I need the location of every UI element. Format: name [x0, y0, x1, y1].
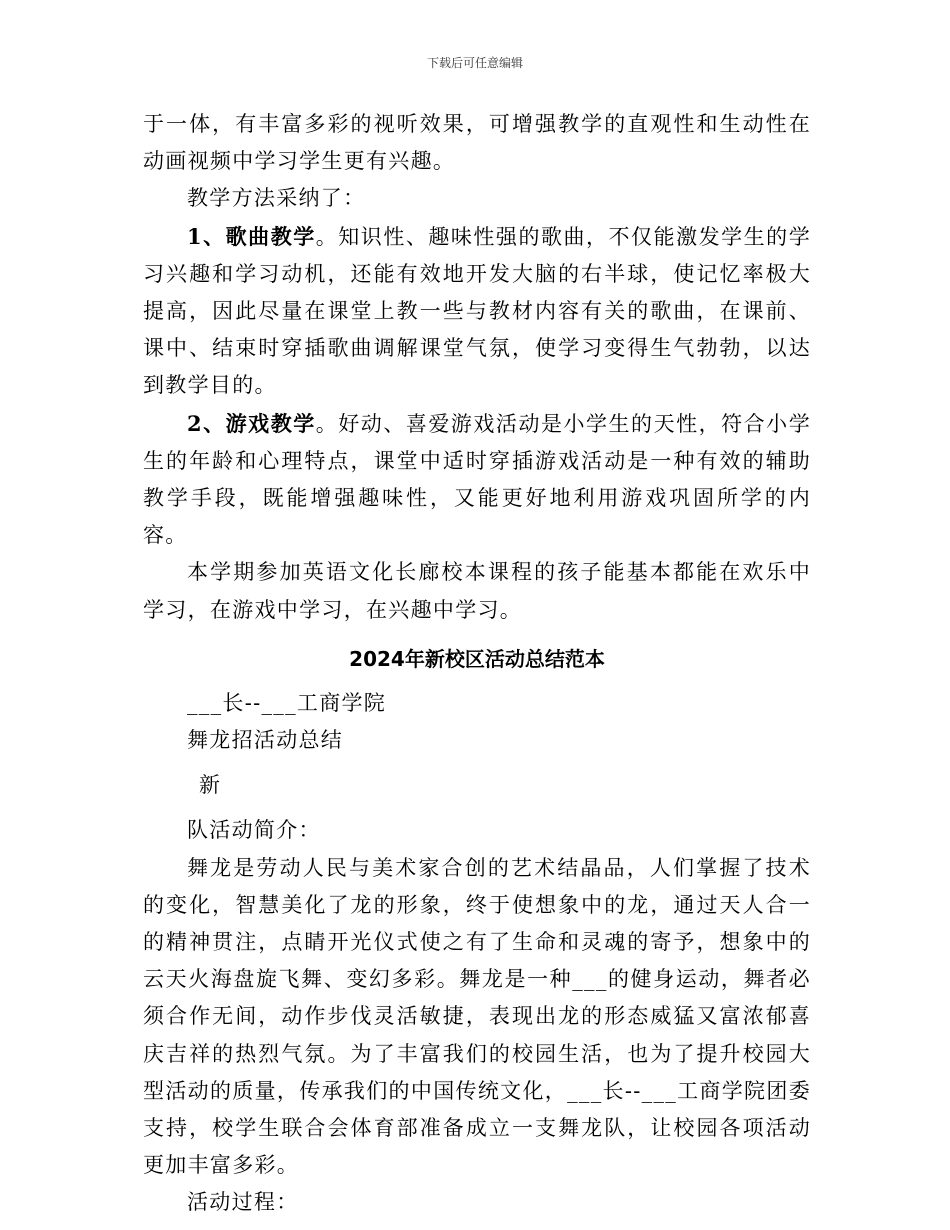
paragraph-dragon-dance: 舞龙是劳动人民与美术家合创的艺术结晶品，人们掌握了技术的变化，智慧美化了龙的形象，终于使想象中的龙，通过天人合一的精神贯注，点睛开光仪式使之有了生命和灵魂的寄予，想象中的云天火海盘旋飞舞、变幻多彩。舞龙是一种___的健身运动，舞者必须合作无间，动作步伐灵活敏捷，表现出龙的形态威猛又富浓郁喜庆吉祥的热烈气氛。为了丰富我们的校园生活，也为了提升校园大型活动的质量，传承我们的中国传统文化，___长--___工商学院团委支持，校学生联合会体育部准备成立一支舞龙队，让校园各项活动更加丰富多彩。 — [143, 855, 811, 1178]
page-header: 下载后可任意编辑 — [426, 56, 523, 70]
paragraph-song-teaching — [143, 218, 811, 405]
line-activity-process: 活动过程： — [187, 1190, 299, 1215]
paragraph-methods-heading: 教学方法采纳了： — [187, 186, 366, 211]
paragraph-intro: 于一体，有丰富多彩的视听效果，可增强教学的直观性和生动性在动画视频中学习学生更有兴趣。 — [143, 112, 811, 174]
line-new: 新 — [199, 773, 222, 798]
line-activity-summary: 舞龙招活动总结 — [187, 728, 344, 753]
section-title: 2024年新校区活动总结范本 — [349, 646, 605, 671]
paragraph-semester-summary: 本学期参加英语文化长廊校本课程的孩子能基本都能在欢乐中学习，在游戏中学习，在兴趣中学习。 — [143, 560, 811, 622]
line-team-intro: 队活动简介： — [187, 818, 321, 843]
document-body — [143, 106, 811, 1222]
paragraph-game-teaching — [143, 405, 811, 555]
game-teaching-text: 。好动、喜爱游戏活动是小学生的天性，符合小学生的年龄和心理特点，课堂中适时穿插游戏活动是一种有效的辅助教学手段，既能增强趣味性，又能更好地利用游戏巩固所学的内容。 — [143, 411, 811, 548]
game-teaching-label: 2、游戏教学 — [187, 410, 316, 436]
line-college: ___长--___工商学院 — [187, 690, 387, 715]
song-teaching-label: 1、歌曲教学 — [187, 223, 316, 249]
song-teaching-text: 。知识性、趣味性强的歌曲，不仅能激发学生的学习兴趣和学习动机，还能有效地开发大脑的右半球，使记忆率极大提高，因此尽量在课堂上教一些与教材内容有关的歌曲，在课前、课中、结束时穿插歌曲调解课堂气氛，使学习变得生气勃勃，以达到教学目的。 — [143, 224, 811, 398]
